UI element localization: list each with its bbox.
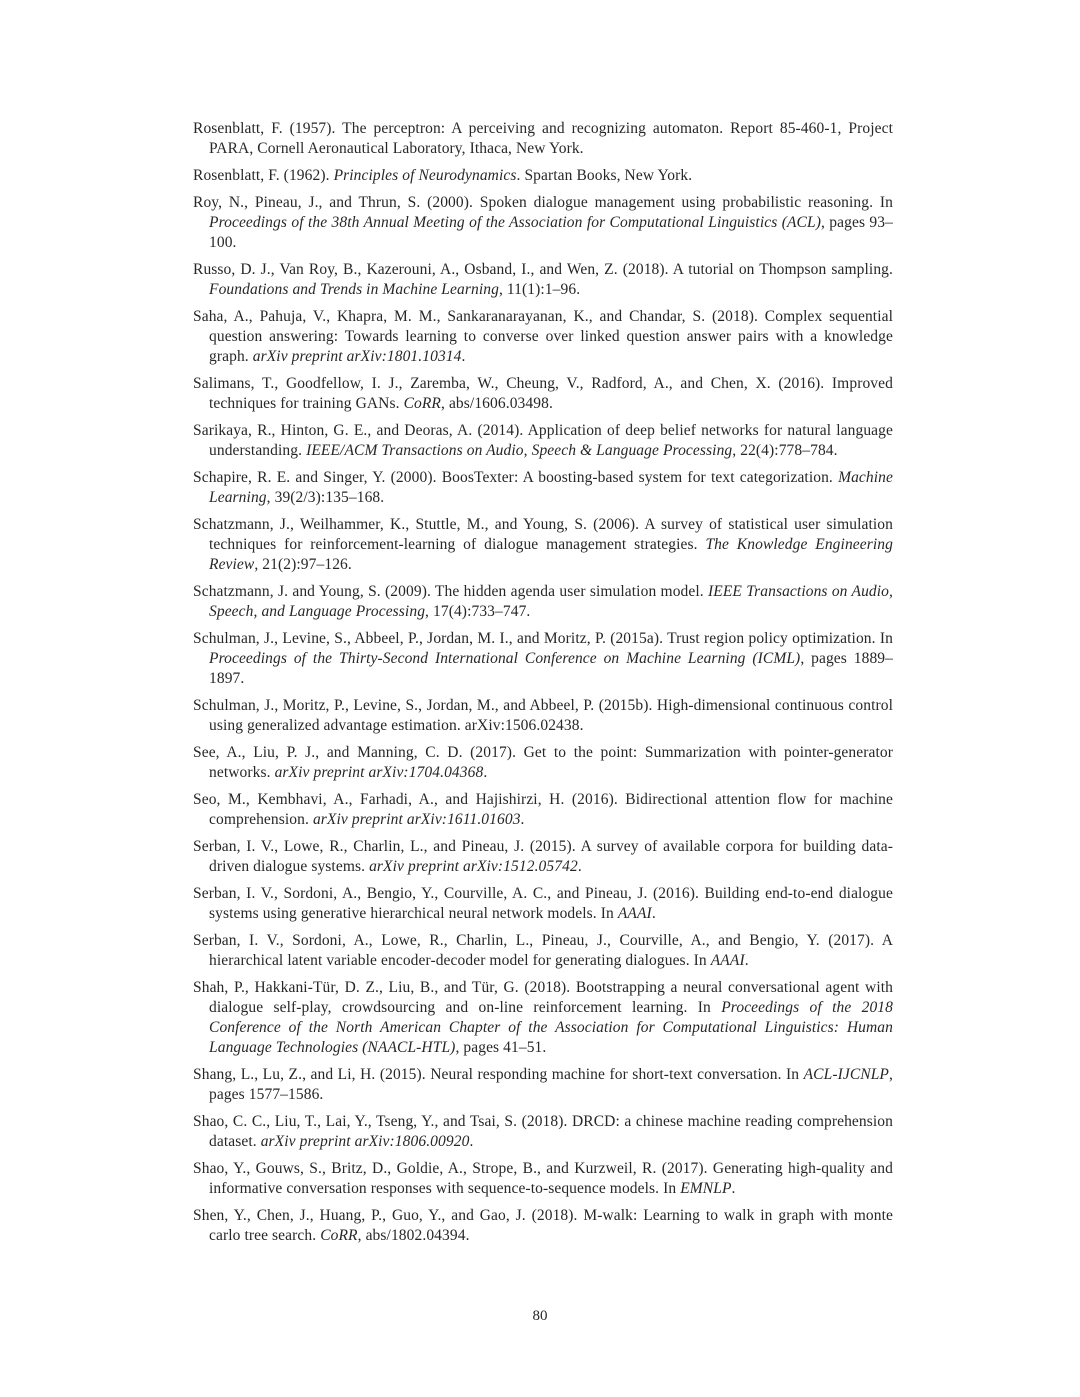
reference-text-segment: . Spartan Books, New York. (516, 167, 693, 184)
reference-italic-segment: IEEE/ACM Transactions on Audio, Speech & Language Processing (306, 442, 733, 459)
reference-text-segment: , abs/1802.04394. (357, 1227, 470, 1244)
reference-text-segment: , abs/1606.03498. (441, 395, 553, 412)
reference-text-segment: , pages 1577–1586. (209, 1066, 893, 1103)
reference-text-segment: , 17(4):733–747. (425, 603, 531, 620)
reference-entry (193, 582, 893, 622)
reference-entry (193, 1065, 893, 1105)
reference-text-segment: Schatzmann, J. and Young, S. (2009). The hidden agenda user simulation model. (193, 583, 709, 600)
reference-entry (193, 119, 893, 159)
reference-entry (193, 515, 893, 575)
reference-entry (193, 884, 893, 924)
reference-entry (193, 1159, 893, 1199)
reference-text-segment: . (520, 811, 525, 828)
reference-entry (193, 790, 893, 830)
reference-text-segment: , pages 41–51. (455, 1039, 547, 1056)
reference-text-segment: Seo, M., Kembhavi, A., Farhadi, A., and Hajishirzi, H. (2016). Bidirectional attention flow for machine comprehension. (193, 791, 893, 828)
reference-entry (193, 260, 893, 300)
reference-entry (193, 978, 893, 1058)
reference-italic-segment: CoRR (403, 395, 441, 412)
reference-text-segment: . (483, 764, 488, 781)
reference-text-segment: , 39(2/3):135–168. (266, 489, 385, 506)
reference-text-segment: Schulman, J., Moritz, P., Levine, S., Jordan, M., and Abbeel, P. (2015b). High-dimensional continuous control using generalized advantage estimation. arXiv:1506.02438. (193, 697, 893, 734)
reference-italic-segment: CoRR (320, 1227, 358, 1244)
reference-italic-segment: AAAI (710, 952, 745, 969)
reference-text-segment: , pages 93–100. (209, 214, 893, 251)
reference-text-segment: . (469, 1133, 474, 1150)
reference-text-segment: Shao, Y., Gouws, S., Britz, D., Goldie, A., Strope, B., and Kurzweil, R. (2017). Generating high-quality and informative conversation responses with sequence-to-sequence models. In (193, 1160, 893, 1197)
reference-entry (193, 468, 893, 508)
reference-entry (193, 1112, 893, 1152)
reference-text-segment: Rosenblatt, F. (1957). The perceptron: A perceiving and recognizing automaton. Report 85-460-1, Project PARA, Cornell Aeronautical Laboratory, Ithaca, New York. (193, 120, 893, 157)
reference-italic-segment: arXiv preprint arXiv:1806.00920 (260, 1133, 470, 1150)
reference-italic-segment: arXiv preprint arXiv:1611.01603 (312, 811, 521, 828)
reference-italic-segment: arXiv preprint arXiv:1512.05742 (369, 858, 578, 875)
reference-entry (193, 307, 893, 367)
page-number: 80 (532, 1308, 548, 1324)
reference-text-segment: Salimans, T., Goodfellow, I. J., Zaremba, W., Cheung, V., Radford, A., and Chen, X. (2016). Improved techniques for training GANs. (193, 375, 893, 412)
reference-text-segment: Shao, C. C., Liu, T., Lai, Y., Tseng, Y., and Tsai, S. (2018). DRCD: a chinese machine reading comprehension dataset. (193, 1113, 893, 1150)
reference-text-segment: Rosenblatt, F. (1962). (193, 167, 334, 184)
reference-text-segment: Schapire, R. E. and Singer, Y. (2000). BoosTexter: A boosting-based system for text categorization. (193, 469, 839, 486)
reference-italic-segment: arXiv preprint arXiv:1801.10314 (252, 348, 462, 365)
reference-italic-segment: arXiv preprint arXiv:1704.04368 (274, 764, 484, 781)
reference-italic-segment: Proceedings of the Thirty-Second International Conference on Machine Learning (ICML) (209, 650, 801, 667)
reference-entry (193, 696, 893, 736)
reference-italic-segment: Proceedings of the 2018 Conference of the North American Chapter of the Association for Computational Linguistics: Human Language Technologies (NAACL-HTL) (209, 999, 893, 1056)
reference-entry (193, 931, 893, 971)
reference-text-segment: Russo, D. J., Van Roy, B., Kazerouni, A., Osband, I., and Wen, Z. (2018). A tutorial on Thompson sampling. (193, 261, 893, 278)
reference-entry (193, 1206, 893, 1246)
reference-text-segment: Schatzmann, J., Weilhammer, K., Stuttle, M., and Young, S. (2006). A survey of statistical user simulation techniques for reinforcement-learning of dialogue management strategies. (193, 516, 893, 553)
reference-text-segment: Schulman, J., Levine, S., Abbeel, P., Jordan, M. I., and Moritz, P. (2015a). Trust region policy optimization. In (193, 630, 893, 647)
reference-text-segment: Serban, I. V., Sordoni, A., Lowe, R., Charlin, L., Pineau, J., Courville, A., and Bengio, Y. (2017). A hierarchical latent variable encoder-decoder model for generating dialogues. In (193, 932, 893, 969)
references-list (193, 119, 893, 1253)
reference-text-segment: See, A., Liu, P. J., and Manning, C. D. (2017). Get to the point: Summarization with pointer-generator networks. (193, 744, 893, 781)
reference-text-segment: , pages 1889–1897. (209, 650, 893, 687)
reference-text-segment: Shang, L., Lu, Z., and Li, H. (2015). Neural responding machine for short-text conversation. In (193, 1066, 804, 1083)
reference-text-segment: . (577, 858, 582, 875)
reference-entry (193, 166, 893, 186)
reference-text-segment: Shah, P., Hakkani-Tür, D. Z., Liu, B., and Tür, G. (2018). Bootstrapping a neural conversational agent with dialogue self-play, crowdsourcing and on-line reinforcement learning. In (193, 979, 893, 1016)
reference-text-segment: Shen, Y., Chen, J., Huang, P., Guo, Y., and Gao, J. (2018). M-walk: Learning to walk in graph with monte carlo tree search. (193, 1207, 893, 1244)
reference-italic-segment: Foundations and Trends in Machine Learning (209, 281, 499, 298)
reference-italic-segment: ACL-IJCNLP (803, 1066, 890, 1083)
reference-text-segment: , 21(2):97–126. (254, 556, 352, 573)
reference-text-segment: Sarikaya, R., Hinton, G. E., and Deoras, A. (2014). Application of deep belief networks for natural language understanding. (193, 422, 893, 459)
reference-text-segment: , 11(1):1–96. (498, 281, 581, 298)
reference-entry (193, 421, 893, 461)
reference-text-segment: Roy, N., Pineau, J., and Thrun, S. (2000). Spoken dialogue management using probabilistic reasoning. In (193, 194, 893, 211)
reference-italic-segment: EMNLP (680, 1180, 732, 1197)
reference-italic-segment: IEEE Transactions on Audio, Speech, and Language Processing (209, 583, 893, 620)
reference-text-segment: . (461, 348, 466, 365)
reference-italic-segment: Principles of Neurodynamics (333, 167, 517, 184)
reference-italic-segment: Proceedings of the 38th Annual Meeting of the Association for Computational Linguistics (ACL) (209, 214, 821, 231)
reference-italic-segment: The Knowledge Engineering Review (209, 536, 893, 573)
reference-entry (193, 193, 893, 253)
reference-entry (193, 374, 893, 414)
reference-italic-segment: AAAI (617, 905, 652, 922)
reference-text-segment: . (744, 952, 749, 969)
reference-text-segment: Serban, I. V., Sordoni, A., Bengio, Y., Courville, A. C., and Pineau, J. (2016). Building end-to-end dialogue systems using generative hierarchical neural network models. In (193, 885, 893, 922)
reference-italic-segment: Machine Learning (209, 469, 893, 506)
reference-entry (193, 837, 893, 877)
reference-text-segment: . (651, 905, 656, 922)
reference-text-segment: Serban, I. V., Lowe, R., Charlin, L., and Pineau, J. (2015). A survey of available corpora for building data-driven dialogue systems. (193, 838, 893, 875)
reference-text-segment: Saha, A., Pahuja, V., Khapra, M. M., Sankaranarayanan, K., and Chandar, S. (2018). Complex sequential question answering: Towards learning to converse over linked question answer pairs with a knowledge graph. (193, 308, 893, 365)
reference-entry (193, 743, 893, 783)
reference-text-segment: , 22(4):778–784. (732, 442, 838, 459)
reference-entry (193, 629, 893, 689)
reference-text-segment: . (731, 1180, 736, 1197)
